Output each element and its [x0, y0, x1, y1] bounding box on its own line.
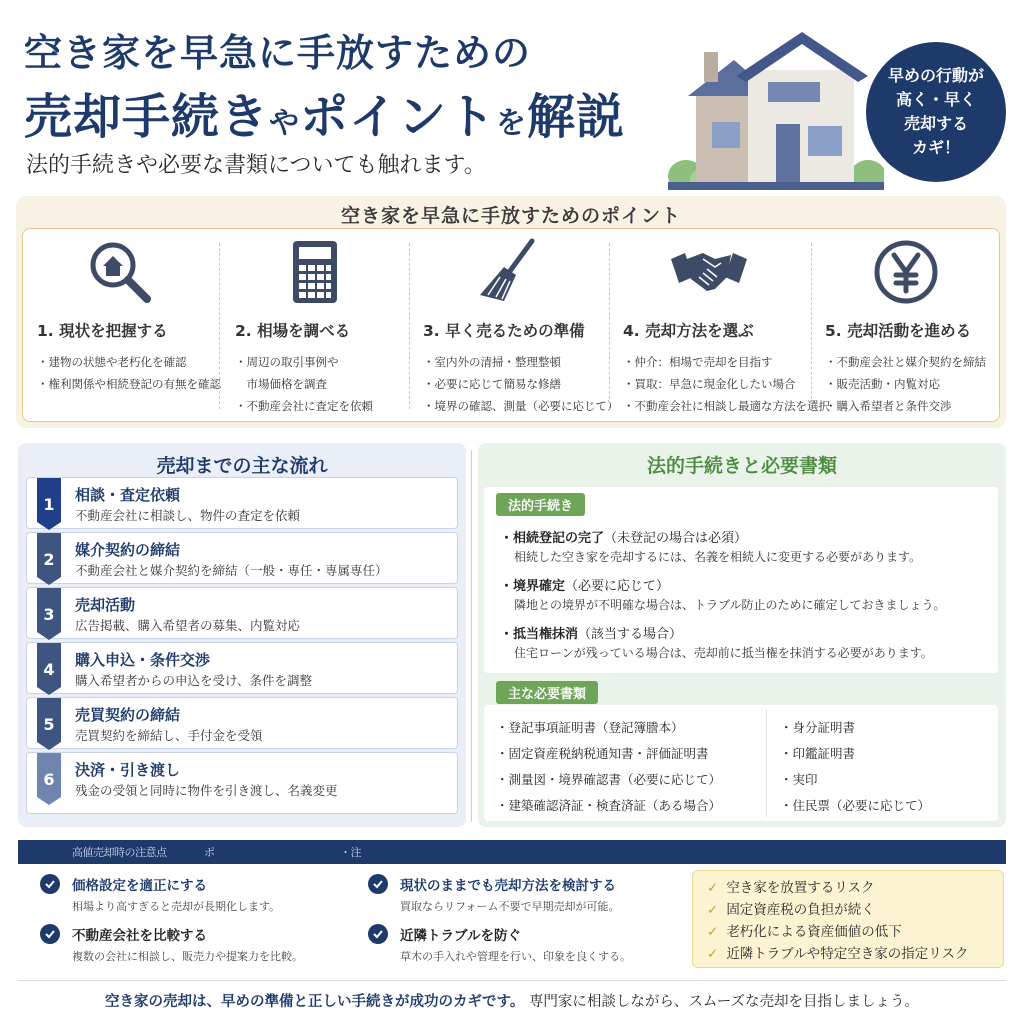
title-line-1: 空き家を早急に手放すための [24, 30, 532, 75]
step-desc: 広告掲載、購入希望者の募集、内覧対応 [75, 618, 301, 633]
points-section [16, 196, 1006, 428]
flow-step [26, 642, 458, 694]
title-part: 売却手続き [24, 89, 270, 145]
tip-title: 近隣トラブルを防ぐ [400, 928, 521, 944]
tip-desc: 買取ならリフォーム不要で早期売却が可能。 [400, 900, 620, 913]
footer-text: 専門家に相談しながら、スムーズな売却を目指しましょう。 [528, 994, 919, 1010]
point-bullet: ・ 必要に応じて簡易な修繕 [423, 373, 619, 395]
footer [0, 990, 1024, 1011]
step-desc: 売買契約を締結し、手付金を受領 [75, 728, 263, 743]
tip-title: 現状のままでも売却方法を検討する [400, 878, 616, 894]
risk-item [707, 921, 969, 943]
point-bullet: ・ 購入希望者と条件交渉 [825, 395, 986, 417]
docs-box [484, 705, 998, 821]
doc-item: ・ 身分証明書 [780, 715, 930, 741]
check-mark-icon: ✓ [707, 946, 719, 962]
point-item [609, 229, 830, 423]
procedure-desc: 相続した空き家を売却するには、名義を相続人に変更する必要があります。 [514, 550, 922, 564]
flow-step [26, 477, 458, 529]
procedure-title: ・抵当権抹消（該当する場合） [500, 627, 683, 642]
flow-section [18, 443, 466, 827]
divider [766, 709, 767, 817]
step-title: 購入申込・条件交渉 [75, 651, 211, 669]
point-title: 4. 売却方法を選ぶ [623, 322, 754, 340]
check-icon [368, 924, 388, 944]
check-mark-icon: ✓ [707, 924, 719, 940]
flow-step [26, 587, 458, 639]
point-item [811, 229, 1001, 423]
point-item [23, 229, 221, 423]
step-desc: 不動産会社と媒介契約を締結（一般・専任・専属専任） [75, 563, 388, 578]
step-number: 1 [43, 494, 55, 514]
point-bullet: 市場価格を調査 [246, 377, 327, 391]
step-desc: 購入希望者からの申込を受け、条件を調整 [75, 673, 313, 688]
point-bullets [825, 351, 986, 417]
procedure-title: ・境界確定（必要に応じて） [500, 579, 670, 594]
risk-item [707, 943, 969, 965]
legal-section [478, 443, 1006, 827]
procedure-title: ・相続登記の完了（未登記の場合は必須） [500, 531, 748, 546]
risk-text: 近隣トラブルや特定空き家の指定リスク [726, 946, 969, 962]
points-panel [22, 228, 1000, 422]
step-number: 2 [43, 549, 55, 569]
point-bullet: ・ 仲介：相場で売却を目指す [623, 351, 830, 373]
flow-step [26, 532, 458, 584]
legal-title: 法的手続きと必要書類 [646, 455, 837, 477]
procedure-desc: 住宅ローンが残っている場合は、売却前に抵当権を抹消する必要があります。 [514, 646, 933, 660]
tip-desc: 複数の会社に相談し、販売力や提案力を比較。 [72, 950, 303, 963]
bar-text: 高値売却時の注意点 [72, 846, 167, 859]
procedures-box [484, 487, 998, 673]
point-bullet: ・ 建物の状態や老朽化を確認 [37, 351, 221, 373]
house-search-icon [85, 237, 155, 307]
point-bullets [623, 351, 830, 417]
point-bullet: ・ 境界の確認、測量（必要に応じて） [423, 395, 619, 417]
docs-list-right [780, 715, 930, 819]
point-item [221, 229, 407, 423]
procedure-name: 境界確定 [513, 579, 566, 594]
doc-item: ・ 測量図・境界確認書（必要に応じて） [496, 767, 721, 793]
step-title: 媒介契約の締結 [75, 541, 181, 559]
point-bullet: ・ 不動産会社に相談し最適な方法を選択 [623, 395, 830, 417]
doc-item: ・ 実印 [780, 767, 930, 793]
docs-list-left [496, 715, 721, 819]
divider [18, 980, 1006, 981]
risk-item [707, 899, 969, 921]
doc-item: ・ 印鑑証明書 [780, 741, 930, 767]
procedure-name: 相続登記の完了 [513, 531, 605, 546]
point-bullet: ・ 権利関係や相続登記の有無を確認 [37, 373, 221, 395]
check-mark-icon: ✓ [707, 880, 719, 896]
point-title: 2. 相場を調べる [235, 322, 351, 340]
point-bullet: ・ 買取：早急に現金化したい場合 [623, 373, 830, 395]
tip-title: 価格設定を適正にする [72, 878, 207, 894]
doc-item: ・ 住民票（必要に応じて） [780, 793, 930, 819]
title-part: 解説 [527, 89, 626, 145]
point-bullets [423, 351, 619, 417]
step-desc: 不動産会社に相談し、物件の査定を依頼 [75, 508, 301, 523]
step-title: 売買契約の締結 [75, 706, 181, 724]
point-title: 5. 売却活動を進める [825, 322, 972, 340]
step-number: 3 [43, 604, 55, 624]
point-bullets [37, 351, 221, 395]
subtitle: 法的手続きや必要な書類についても触れます。 [26, 153, 486, 178]
title-part: や [269, 106, 301, 141]
point-bullet: ・ 販売活動・内覧対応 [825, 373, 986, 395]
bar-text: ポ [204, 846, 215, 859]
flow-step [26, 752, 458, 814]
point-bullet: ・ 室内外の清掃・整理整頓 [423, 351, 619, 373]
tip-desc: 相場より高すぎると売却が長期化します。 [72, 900, 281, 913]
badge-line: 早めの行動が [887, 66, 984, 85]
check-mark-icon: ✓ [707, 902, 719, 918]
point-title: 1. 現状を把握する [37, 322, 168, 340]
point-bullet: ・ 不動産会社と媒介契約を締結 [825, 351, 986, 373]
house-illustration-icon [668, 26, 884, 190]
footer-emphasis: 空き家の売却は、早めの準備と正しい手続きが成功のカギです。 [104, 994, 525, 1010]
divider [219, 243, 220, 409]
procedure-note: （未登記の場合は必須） [604, 531, 748, 546]
tip-title: 不動産会社を比較する [72, 928, 207, 944]
risk-text: 空き家を放置するリスク [726, 880, 875, 896]
tips-header-bar [18, 840, 1006, 864]
risk-list [707, 877, 969, 965]
risk-text: 老朽化による資産価値の低下 [726, 924, 902, 940]
point-bullet: ・ 不動産会社に査定を依頼 [235, 395, 373, 417]
title-part: ポイント [300, 89, 497, 145]
doc-item: ・ 固定資産税納税通知書・評価証明書 [496, 741, 721, 767]
point-title: 3. 早く売るための準備 [423, 322, 585, 340]
risk-box [692, 870, 1004, 968]
risk-text: 固定資産税の負担が続く [726, 902, 875, 918]
badge-line: 高く・早く [895, 90, 976, 109]
procedure-note: （必要に応じて） [565, 579, 670, 594]
check-icon [40, 924, 60, 944]
flow-step [26, 697, 458, 749]
check-icon [40, 874, 60, 894]
point-bullet: ・ 周辺の取引事例や [235, 351, 373, 373]
title-part: を [496, 106, 528, 141]
step-desc: 残金の受領と同時に物件を引き渡し、名義変更 [75, 783, 338, 798]
procedure-note: （該当する場合） [578, 627, 683, 642]
step-number: 6 [43, 769, 55, 789]
procedure-name: 抵当権抹消 [513, 627, 579, 642]
step-number: 5 [43, 714, 55, 734]
step-number: 4 [43, 659, 55, 679]
badge-line: カギ！ [911, 138, 960, 157]
points-title: 空き家を早急に手放すためのポイント [340, 205, 681, 227]
point-item [409, 229, 619, 423]
point-bullets [235, 351, 373, 417]
header [0, 0, 1024, 192]
procedure-desc: 隣地との境界が不明確な場合は、トラブル防止のために確定しておきましょう。 [514, 598, 946, 612]
risk-item [707, 877, 969, 899]
yen-icon [871, 237, 941, 307]
step-title: 相談・査定依頼 [75, 486, 181, 504]
procedures-tag: 法的手続き [496, 493, 585, 516]
doc-item: ・ 建築確認済証・検査済証（ある場合） [496, 793, 721, 819]
tip-desc: 草木の手入れや管理を行い、印象を良くする。 [400, 950, 631, 963]
flow-title: 売却までの主な流れ [156, 455, 328, 477]
check-icon [368, 874, 388, 894]
step-title: 決済・引き渡し [75, 761, 181, 779]
broom-icon [474, 237, 544, 307]
divider [471, 450, 472, 822]
bar-text: ・注 [340, 846, 361, 859]
doc-item: ・ 登記事項証明書（登記簿謄本） [496, 715, 721, 741]
docs-tag: 主な必要書類 [496, 681, 598, 704]
handshake-icon [669, 237, 749, 307]
badge-line: 売却する [903, 114, 968, 133]
badge [866, 42, 1006, 182]
calculator-icon [279, 237, 349, 307]
title-line-2 [24, 78, 625, 147]
step-title: 売却活動 [75, 596, 136, 614]
